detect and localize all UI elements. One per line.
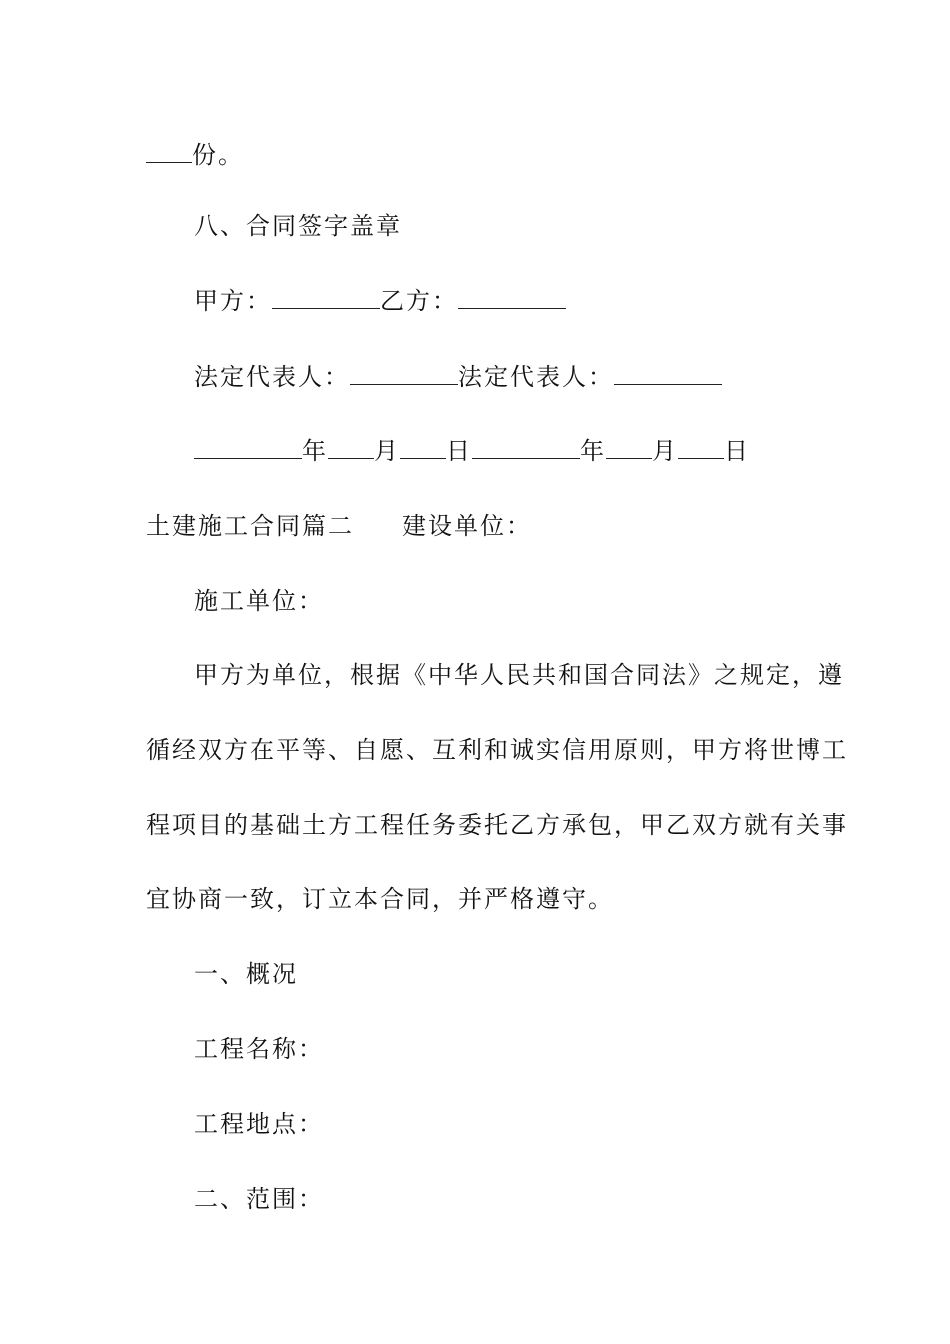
legal-rep-b-blank <box>614 364 722 385</box>
day-a-blank <box>400 438 446 459</box>
section-2-title: 二、范围： <box>194 1185 324 1213</box>
build-unit-label: 建设单位： <box>402 512 532 540</box>
party-b-blank <box>458 288 566 309</box>
month-a-label: 月 <box>374 437 400 465</box>
year-a-label: 年 <box>302 437 328 465</box>
section-1-title: 一、概况 <box>194 960 298 988</box>
party-line <box>194 286 566 316</box>
day-a-label: 日 <box>446 437 472 465</box>
copies-line <box>146 140 244 170</box>
paragraph-line-4: 宜协商一致，订立本合同，并严格遵守。 <box>146 885 614 913</box>
project-name-label: 工程名称： <box>194 1035 324 1063</box>
legal-rep-a-label: 法定代表人： <box>194 363 350 391</box>
paragraph-line-1: 甲方为单位，根据《中华人民共和国合同法》之规定，遵 <box>194 661 844 689</box>
paragraph-line-3: 程项目的基础土方工程任务委托乙方承包，甲乙双方就有关事 <box>146 811 848 839</box>
party-a-blank <box>272 288 380 309</box>
day-b-blank <box>678 438 724 459</box>
paragraph-line-2: 循经双方在平等、自愿、互利和诚实信用原则，甲方将世博工 <box>146 736 848 764</box>
party-b-label: 乙方： <box>380 287 458 315</box>
construct-unit-label: 施工单位： <box>194 587 324 615</box>
year-b-blank <box>472 438 580 459</box>
month-a-blank <box>328 438 374 459</box>
legal-rep-b-label: 法定代表人： <box>458 363 614 391</box>
copies-blank <box>146 142 192 163</box>
day-b-label: 日 <box>724 437 750 465</box>
month-b-label: 月 <box>652 437 678 465</box>
copies-suffix: 份。 <box>192 141 244 169</box>
legal-rep-line <box>194 362 722 392</box>
contract-2-header <box>146 511 532 541</box>
contract-2-title: 土建施工合同篇二 <box>146 512 354 540</box>
party-a-label: 甲方： <box>194 287 272 315</box>
project-site-label: 工程地点： <box>194 1110 324 1138</box>
legal-rep-a-blank <box>350 364 458 385</box>
section-8-title: 八、合同签字盖章 <box>194 212 402 240</box>
date-line <box>194 436 750 466</box>
month-b-blank <box>606 438 652 459</box>
year-a-blank <box>194 438 302 459</box>
year-b-label: 年 <box>580 437 606 465</box>
